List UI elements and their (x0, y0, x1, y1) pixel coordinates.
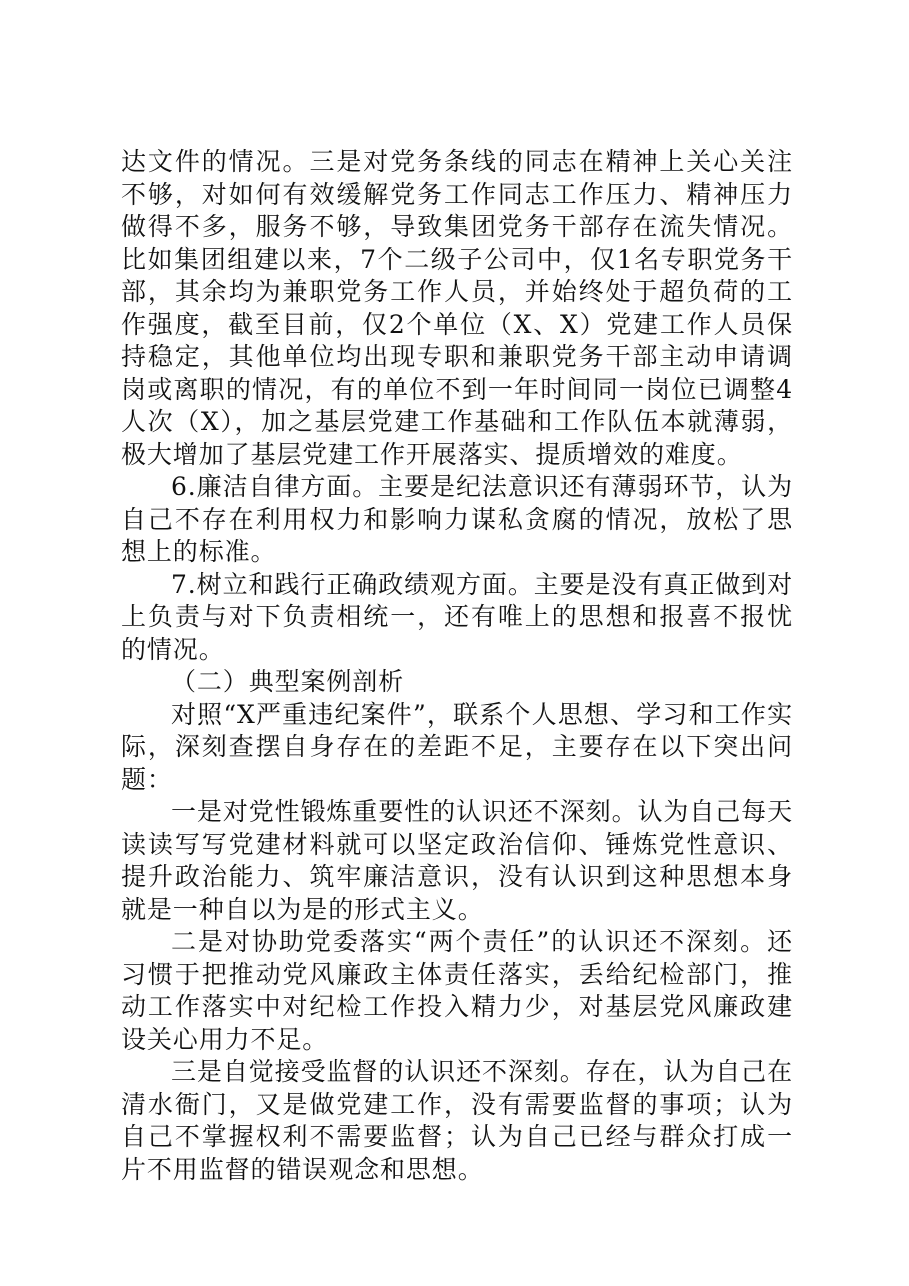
paragraph-case-intro: 对照“X严重违纪案件”，联系个人思想、学习和工作实际，深刻查摆自身存在的差距不足，主要存在以下突出问题： (121, 699, 793, 794)
paragraph-integrity: 6.廉洁自律方面。主要是纪法意识还有薄弱环节，认为自己不存在利用权力和影响力谋私贪腐的情况，放松了思想上的标准。 (121, 472, 793, 566)
paragraph-issue-one: 一是对党性锻炼重要性的认识还不深刻。认为自己每天读读写写党建材料就可以坚定政治信仰、锤炼党性意识、提升政治能力、筑牢廉洁意识，没有认识到这种思想本身就是一种自以为是的形式主义。 (121, 797, 793, 924)
section-heading-case-analysis: （二）典型案例剖析 (171, 667, 405, 696)
paragraph-continuation: 达文件的情况。三是对党务条线的同志在精神上关心关注不够，对如何有效缓解党务工作同志工作压力、精神压力做得不多，服务不够，导致集团党务干部存在流失情况。比如集团组建以来，7个二级子公司中，仅1名专职党务干部，其余均为兼职党务工作人员，并始终处于超负荷的工作强度，截至目前，仅2个单位（X、X）党建工作人员保持稳定，其他单位均出现专职和兼职党务干部主动申请调岗或离职的情况，有的单位不到一年时间同一岗位已调整4人次（X），加之基层党建工作基础和工作队伍本就薄弱，极大增加了基层党建工作开展落实、提质增效的难度。 (121, 147, 793, 469)
paragraph-issue-three: 三是自觉接受监督的认识还不深刻。存在，认为自己在清水衙门，又是做党建工作，没有需要监督的事项；认为自己不掌握权利不需要监督；认为自己已经与群众打成一片不用监督的错误观念和思想。 (121, 1057, 793, 1184)
paragraph-performance-view: 7.树立和践行正确政绩观方面。主要是没有真正做到对上负责与对下负责相统一，还有唯上的思想和报喜不报忧的情况。 (121, 569, 793, 664)
document-body (121, 146, 793, 1186)
paragraph-issue-two: 二是对协助党委落实“两个责任”的认识还不深刻。还习惯于把推动党风廉政主体责任落实，丢给纪检部门，推动工作落实中对纪检工作投入精力少，对基层党风廉政建设关心用力不足。 (121, 927, 793, 1054)
